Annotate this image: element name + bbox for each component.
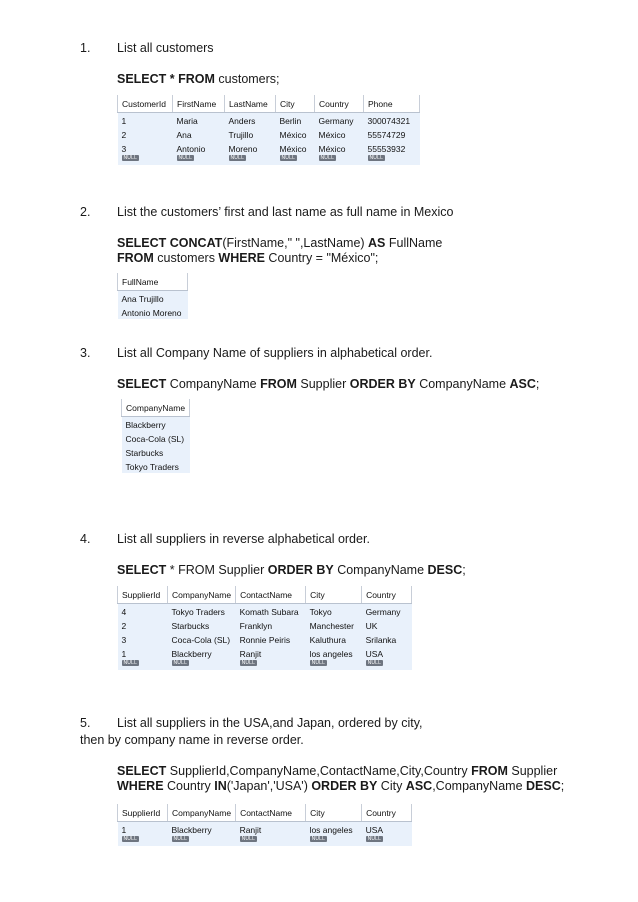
table-row[interactable] [122, 417, 190, 432]
table-cell[interactable]: 4 [118, 604, 168, 619]
table-cell[interactable]: Tokyo Traders [168, 604, 236, 619]
table-row[interactable] [122, 459, 190, 473]
q5-result-grid [117, 804, 412, 846]
sql-text: Supplier [296, 377, 350, 391]
table-row[interactable] [118, 291, 188, 306]
table-cell[interactable]: Blackberry [122, 417, 190, 432]
sql-text: CompanyName [333, 563, 428, 577]
column-header[interactable]: ContactName [236, 804, 306, 822]
table-row[interactable] [122, 431, 190, 445]
table-cell[interactable]: 55553932 [364, 141, 420, 155]
table-cell[interactable]: los angeles [306, 822, 362, 837]
table-cell[interactable]: Trujillo [225, 127, 276, 141]
null-badge: NULL [281, 155, 296, 161]
null-cell[interactable] [362, 836, 412, 846]
table-row[interactable] [118, 822, 412, 837]
sql-keyword: FROM [117, 251, 154, 265]
sql-keyword: WHERE [117, 779, 164, 793]
table-cell[interactable]: 55574729 [364, 127, 420, 141]
column-header[interactable]: CompanyName [168, 804, 236, 822]
q5-number: 5. [80, 716, 91, 730]
sql-keyword: AS [368, 236, 386, 250]
table-cell[interactable]: Maria [173, 113, 225, 128]
null-badge: NULL [123, 836, 138, 842]
table-cell[interactable]: Germany [362, 604, 412, 619]
column-header[interactable]: FullName [118, 273, 188, 291]
table-cell[interactable]: Ana [173, 127, 225, 141]
table-cell[interactable]: Kaluthura [306, 632, 362, 646]
sql-text: * FROM Supplier [166, 563, 268, 577]
null-cell[interactable] [173, 155, 225, 165]
null-cell[interactable] [118, 155, 173, 165]
table-cell[interactable]: Manchester [306, 618, 362, 632]
null-cell[interactable] [306, 660, 362, 670]
sql-text: ; [462, 563, 466, 577]
table-cell[interactable]: USA [362, 646, 412, 660]
table-cell[interactable]: Franklyn [236, 618, 306, 632]
sql-text: ; [535, 377, 540, 391]
column-header[interactable]: ContactName [236, 586, 306, 604]
table-cell[interactable]: 3 [118, 632, 168, 646]
null-badge: NULL [230, 155, 245, 161]
sql-keyword: ORDER BY [267, 563, 334, 577]
sql-text: SupplierId,CompanyName,ContactName,City,Country [166, 764, 472, 778]
table-row[interactable] [118, 305, 188, 319]
null-badge: NULL [173, 660, 188, 666]
null-badge: NULL [367, 836, 382, 842]
sql-keyword: DESC [526, 779, 561, 793]
table-row[interactable] [118, 632, 412, 646]
sql-text: FullName [385, 236, 443, 250]
column-header[interactable]: CompanyName [168, 586, 236, 604]
grid-header-row [118, 95, 420, 113]
table-cell[interactable]: Moreno [225, 141, 276, 155]
table-cell[interactable]: 1 [118, 113, 173, 128]
q5-text-line2: then by company name in reverse order. [80, 733, 304, 747]
sql-keyword: DESC [427, 563, 463, 577]
column-header[interactable]: Country [315, 95, 364, 113]
table-cell[interactable]: 300074321 [364, 113, 420, 128]
null-cell[interactable] [315, 155, 364, 165]
table-row[interactable] [118, 604, 412, 619]
sql-text: Country [163, 779, 215, 793]
table-cell[interactable]: Antonio [173, 141, 225, 155]
sql-text: CompanyName [415, 377, 510, 391]
table-cell[interactable]: USA [362, 822, 412, 837]
table-cell[interactable]: UK [362, 618, 412, 632]
grid-header-row [118, 586, 412, 604]
table-cell[interactable]: Germany [315, 113, 364, 128]
q4-text: List all suppliers in reverse alphabetical order. [117, 532, 370, 546]
null-cell[interactable] [364, 155, 420, 165]
q2-sql-line2 [117, 251, 378, 267]
grid-header-row [122, 399, 190, 417]
sql-keyword: ASC [509, 377, 536, 391]
table-cell[interactable]: los angeles [306, 646, 362, 660]
grid-header-row [118, 273, 188, 291]
table-cell[interactable]: 1 [118, 822, 168, 837]
null-cell[interactable] [236, 660, 306, 670]
column-header[interactable]: LastName [225, 95, 276, 113]
q1-result-grid [117, 95, 420, 165]
column-header[interactable]: Phone [364, 95, 420, 113]
null-badge: NULL [311, 836, 326, 842]
q3-number: 3. [80, 346, 91, 360]
null-cell[interactable] [168, 836, 236, 846]
column-header[interactable]: CustomerId [118, 95, 173, 113]
table-cell[interactable]: 2 [118, 127, 173, 141]
sql-keyword: ASC [405, 779, 433, 793]
new-row-placeholder[interactable] [118, 155, 420, 165]
table-cell[interactable]: Blackberry [168, 822, 236, 837]
table-cell[interactable]: Starbucks [122, 445, 190, 459]
q2-number: 2. [80, 205, 91, 219]
sql-keyword: IN [214, 779, 227, 793]
q5-sql-line1 [117, 764, 557, 780]
q4-sql [117, 563, 466, 579]
table-cell[interactable]: Srilanka [362, 632, 412, 646]
sql-keyword: ORDER BY [311, 779, 378, 793]
sql-text: Supplier [507, 764, 558, 778]
null-badge: NULL [241, 836, 256, 842]
sql-text: CompanyName [166, 377, 261, 391]
table-row[interactable] [118, 646, 412, 660]
q4-result-grid [117, 586, 412, 670]
new-row-placeholder[interactable] [118, 836, 412, 846]
null-cell[interactable] [168, 660, 236, 670]
sql-text: ,CompanyName [432, 779, 526, 793]
q3-text: List all Company Name of suppliers in alphabetical order. [117, 346, 433, 360]
null-badge: NULL [367, 660, 382, 666]
table-cell[interactable]: Anders [225, 113, 276, 128]
null-badge: NULL [369, 155, 384, 161]
q4-number: 4. [80, 532, 91, 546]
q2-sql-line1 [117, 236, 442, 252]
table-cell[interactable]: Komath Subara [236, 604, 306, 619]
column-header[interactable]: City [306, 586, 362, 604]
table-cell[interactable]: Blackberry [168, 646, 236, 660]
table-cell[interactable]: Coca-Cola (SL) [168, 632, 236, 646]
null-cell[interactable] [118, 836, 168, 846]
sql-text: Country = "México"; [264, 251, 379, 265]
table-cell[interactable]: Ranjit [236, 646, 306, 660]
table-row[interactable] [118, 113, 420, 128]
q1-sql [117, 72, 280, 88]
sql-text: ; [560, 779, 565, 793]
table-row[interactable] [122, 445, 190, 459]
table-cell[interactable]: Tokyo [306, 604, 362, 619]
column-header[interactable]: Country [362, 586, 412, 604]
sql-keyword: SELECT [117, 764, 167, 778]
table-cell[interactable]: Ana Trujillo [118, 291, 188, 306]
sql-keyword: SELECT [117, 377, 167, 391]
null-cell[interactable] [118, 660, 168, 670]
q3-result-grid [121, 399, 190, 473]
sql-keyword: ORDER BY [349, 377, 416, 391]
sql-keyword: SELECT [117, 563, 167, 577]
table-cell[interactable]: México [276, 141, 315, 155]
null-cell[interactable] [276, 155, 315, 165]
column-header[interactable]: SupplierId [118, 804, 168, 822]
table-row[interactable] [118, 127, 420, 141]
sql-text: City [377, 779, 406, 793]
column-header[interactable]: Country [362, 804, 412, 822]
table-cell[interactable]: Antonio Moreno [118, 305, 188, 319]
sql-keyword: FROM [260, 377, 297, 391]
table-cell[interactable]: Ronnie Peiris [236, 632, 306, 646]
sql-text: (FirstName," ",LastName) [222, 236, 369, 250]
q1-text: List all customers [117, 41, 214, 55]
null-badge: NULL [311, 660, 326, 666]
column-header[interactable]: City [306, 804, 362, 822]
new-row-placeholder[interactable] [118, 660, 412, 670]
null-badge: NULL [123, 155, 138, 161]
column-header[interactable]: City [276, 95, 315, 113]
table-row[interactable] [118, 141, 420, 155]
table-cell[interactable]: 2 [118, 618, 168, 632]
table-cell[interactable]: México [315, 141, 364, 155]
column-header[interactable]: CompanyName [122, 399, 190, 417]
table-cell[interactable]: México [276, 127, 315, 141]
null-cell[interactable] [225, 155, 276, 165]
null-badge: NULL [173, 836, 188, 842]
sql-keyword: FROM [471, 764, 508, 778]
table-row[interactable] [118, 618, 412, 632]
table-cell[interactable]: Starbucks [168, 618, 236, 632]
null-badge: NULL [320, 155, 335, 161]
sql-text: ('Japan','USA') [226, 779, 312, 793]
sql-keyword: WHERE [218, 251, 265, 265]
column-header[interactable]: FirstName [173, 95, 225, 113]
sql-text: customers [153, 251, 219, 265]
sql-keyword: SELECT CONCAT [117, 236, 223, 250]
sql-keyword: SELECT * FROM [117, 72, 215, 86]
q1-number: 1. [80, 41, 91, 55]
sql-text: customers; [214, 72, 280, 86]
table-cell[interactable]: 3 [118, 141, 173, 155]
table-cell[interactable]: Coca-Cola (SL) [122, 431, 190, 445]
table-cell[interactable]: Berlin [276, 113, 315, 128]
null-badge: NULL [241, 660, 256, 666]
table-cell[interactable]: México [315, 127, 364, 141]
q5-sql-line2 [117, 779, 564, 795]
q3-sql [117, 377, 539, 393]
grid-header-row [118, 804, 412, 822]
q5-text-line1: List all suppliers in the USA,and Japan, ordered by city, [117, 716, 423, 730]
null-cell[interactable] [236, 836, 306, 846]
table-cell[interactable]: Ranjit [236, 822, 306, 837]
q2-result-grid [117, 273, 188, 319]
q2-text: List the customers’ first and last name as full name in Mexico [117, 205, 454, 219]
table-cell[interactable]: 1 [118, 646, 168, 660]
null-cell[interactable] [362, 660, 412, 670]
null-badge: NULL [123, 660, 138, 666]
null-cell[interactable] [306, 836, 362, 846]
null-badge: NULL [178, 155, 193, 161]
table-cell[interactable]: Tokyo Traders [122, 459, 190, 473]
column-header[interactable]: SupplierId [118, 586, 168, 604]
